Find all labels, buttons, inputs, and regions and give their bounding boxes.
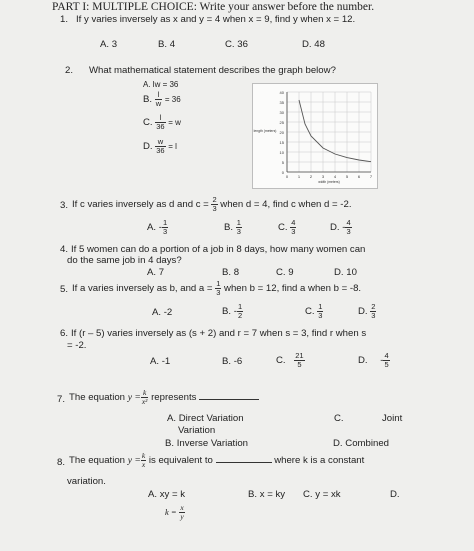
inverse-variation-graph bbox=[252, 83, 378, 189]
page-header: PART I: MULTIPLE CHOICE: Write your answer before the number. bbox=[52, 1, 375, 13]
q8-line2: variation. bbox=[67, 476, 106, 487]
q3-option-b bbox=[224, 219, 242, 236]
q8-extra-k: k = bbox=[165, 507, 177, 518]
q3-c-num: 2 bbox=[212, 195, 217, 204]
x-axis-label: width (meters) bbox=[318, 180, 340, 184]
y-tick-label: 15 bbox=[279, 140, 284, 145]
q1-option-b: B. 4 bbox=[158, 39, 176, 50]
q7-option-c-word: Joint bbox=[382, 413, 403, 424]
y-axis-label: length (meters) bbox=[253, 129, 277, 133]
q7-option-a-line2: Variation bbox=[178, 425, 216, 436]
q8-k: k bbox=[141, 451, 146, 460]
x-tick-label: 1 bbox=[297, 174, 301, 179]
q7-option-d: D. Combined bbox=[333, 438, 389, 449]
q7-k: k bbox=[141, 389, 149, 398]
q5-d-num: 2 bbox=[371, 302, 376, 311]
q2-option-d bbox=[143, 138, 177, 155]
y-tick-label: 40 bbox=[279, 90, 284, 95]
q7-text bbox=[69, 389, 259, 406]
q2-option-b bbox=[143, 91, 181, 108]
q3-c2-num: 4 bbox=[291, 218, 296, 227]
q5-d-label: D. bbox=[358, 306, 368, 318]
q1-option-c: C. 36 bbox=[225, 39, 248, 50]
q2-option-d-label: D. bbox=[143, 141, 153, 153]
q3-text-b: when d = 4, find c when d = -2. bbox=[220, 199, 352, 211]
q3-b-num: 1 bbox=[236, 218, 241, 227]
q2-number: 2. bbox=[65, 65, 74, 76]
q1-text: If y varies inversely as x and y = 4 when x = 9, find y when x = 12. bbox=[76, 14, 356, 25]
q5-c-den: 3 bbox=[318, 311, 323, 320]
q6-option-b: B. -6 bbox=[222, 356, 243, 367]
q5-a-num: 1 bbox=[216, 279, 221, 288]
q3-a-label: A. bbox=[147, 222, 157, 234]
q4-option-b: B. 8 bbox=[222, 267, 240, 278]
q5-option-d bbox=[358, 303, 376, 320]
q7-number: 7. bbox=[57, 394, 66, 405]
y-tick-label: 10 bbox=[279, 150, 284, 155]
q5-number: 5. bbox=[60, 284, 69, 295]
x-tick-label: 5 bbox=[345, 174, 349, 179]
q8-y: y = bbox=[127, 455, 141, 467]
q4-option-a: A. 7 bbox=[147, 267, 165, 278]
q3-c-den: 3 bbox=[212, 204, 217, 213]
x-tick-label: 7 bbox=[369, 174, 373, 179]
q4-option-c: C. 9 bbox=[276, 267, 294, 278]
q4-line2: do the same job in 4 days? bbox=[67, 255, 182, 266]
q5-option-c bbox=[305, 303, 323, 320]
q8-extra-den: y bbox=[180, 512, 184, 521]
q1-number: 1. bbox=[60, 14, 69, 25]
q6-option-c bbox=[276, 352, 305, 369]
x-tick-label: 3 bbox=[321, 174, 325, 179]
q3-d-label: D. bbox=[330, 222, 340, 234]
y-tick-label: 0 bbox=[281, 170, 284, 175]
q6-d-label: D. bbox=[358, 355, 368, 367]
q8-option-a: A. xy = k bbox=[148, 489, 186, 500]
q5-text bbox=[72, 280, 361, 297]
q2-b-rest: = 36 bbox=[164, 95, 181, 105]
q7-y: y = bbox=[127, 392, 141, 404]
q2-option-b-label: B. bbox=[143, 94, 153, 106]
q6-d-sign: - bbox=[380, 355, 384, 367]
q1-option-a: A. 3 bbox=[100, 39, 118, 50]
q8-option-b: B. x = ky bbox=[248, 489, 286, 500]
q3-d-num: 4 bbox=[346, 218, 351, 227]
q6-line2: = -2. bbox=[67, 340, 87, 351]
q8-answer-blank bbox=[216, 453, 272, 463]
q3-a-den: 3 bbox=[162, 227, 168, 236]
q5-c-num: 1 bbox=[318, 302, 323, 311]
q7-answer-blank bbox=[199, 390, 259, 400]
q5-text-a: If a varies inversely as b, and a = bbox=[72, 283, 213, 295]
q6-d-den: 5 bbox=[384, 360, 389, 369]
q3-text bbox=[72, 196, 352, 213]
q4-option-d: D. 10 bbox=[334, 267, 357, 278]
q3-a-sign: - bbox=[158, 222, 162, 234]
q2-option-a-expr: lw = 36 bbox=[152, 80, 179, 89]
q5-b-num: 1 bbox=[237, 302, 243, 311]
q8-text-c: where k is a constant bbox=[274, 455, 365, 467]
q2-d-num: w bbox=[155, 138, 165, 147]
q5-a-den: 3 bbox=[216, 288, 221, 297]
q2-option-c-label: C. bbox=[143, 117, 153, 129]
q2-b-num: l bbox=[155, 91, 162, 100]
q7-option-a-line1: A. Direct Variation bbox=[167, 413, 244, 424]
q6-line1: If (r – 5) varies inversely as (s + 2) and r = 7 when s = 3, find r when s bbox=[71, 328, 367, 339]
graph-svg bbox=[253, 84, 377, 188]
q8-extra-expr bbox=[165, 504, 185, 521]
q2-c-num: l bbox=[155, 114, 165, 123]
q2-option-c bbox=[143, 114, 181, 131]
q8-option-c: C. y = xk bbox=[303, 489, 341, 500]
q2-c-rest: = w bbox=[168, 118, 181, 128]
q8-option-d: D. bbox=[390, 489, 400, 500]
q2-option-a-label: A. bbox=[143, 80, 151, 89]
q8-text-a: The equation bbox=[69, 455, 126, 467]
q5-b-sign: - bbox=[233, 306, 237, 318]
q5-c-label: C. bbox=[305, 306, 315, 318]
q3-d-sign: - bbox=[342, 222, 346, 234]
q7-option-c: C. bbox=[334, 413, 344, 424]
q3-c2-den: 3 bbox=[291, 227, 296, 236]
q6-c-num: 21 bbox=[295, 351, 304, 360]
q3-b-den: 3 bbox=[236, 227, 241, 236]
q7-text-a: The equation bbox=[69, 392, 126, 404]
q2-d-rest: = l bbox=[168, 142, 177, 152]
q4-line1: If 5 women can do a portion of a job in 8 days, how many women can bbox=[71, 244, 366, 255]
q6-option-d bbox=[358, 352, 390, 369]
q6-c-den: 5 bbox=[297, 360, 302, 369]
y-tick-label: 5 bbox=[281, 160, 284, 165]
q3-option-d bbox=[330, 219, 352, 236]
q3-d-den: 3 bbox=[346, 227, 351, 236]
q2-text: What mathematical statement describes the graph below? bbox=[89, 65, 336, 76]
x-tick-label: 4 bbox=[333, 174, 337, 179]
q6-d-num: 4 bbox=[384, 351, 389, 360]
y-tick-label: 30 bbox=[279, 110, 284, 115]
y-tick-label: 35 bbox=[279, 100, 284, 105]
q7-option-b: B. Inverse Variation bbox=[165, 438, 249, 449]
q6-c-label: C. bbox=[276, 355, 286, 367]
q5-text-b: when b = 12, find a when b = -8. bbox=[224, 283, 362, 295]
q8-number: 8. bbox=[57, 457, 66, 468]
q8-extra-num: x bbox=[180, 503, 184, 512]
x-tick-label: 2 bbox=[309, 174, 313, 179]
q5-option-b bbox=[222, 303, 243, 320]
q3-a-num: 1 bbox=[162, 218, 168, 227]
q7-x2: x² bbox=[141, 397, 148, 406]
q2-option-a bbox=[143, 80, 178, 89]
q2-c-den: 36 bbox=[156, 122, 165, 131]
q6-number: 6. bbox=[60, 328, 69, 339]
q2-d-den: 36 bbox=[156, 146, 165, 155]
q8-text-b: is equivalent to bbox=[148, 455, 213, 467]
q3-c-label: C. bbox=[278, 222, 288, 234]
q2-b-den: w bbox=[155, 99, 162, 108]
q7-text-b: represents bbox=[151, 392, 197, 404]
q3-option-c bbox=[278, 219, 296, 236]
q6-option-a: A. -1 bbox=[150, 356, 171, 367]
q8-text bbox=[69, 452, 364, 469]
q3-text-a: If c varies inversely as d and c = bbox=[72, 199, 209, 211]
q3-option-a bbox=[147, 219, 168, 236]
q4-number: 4. bbox=[60, 244, 69, 255]
q5-b-den: 2 bbox=[237, 311, 243, 320]
y-tick-label: 25 bbox=[279, 120, 284, 125]
y-tick-label: 20 bbox=[279, 130, 284, 135]
q5-d-den: 3 bbox=[371, 311, 376, 320]
x-tick-label: 6 bbox=[357, 174, 361, 179]
q3-b-label: B. bbox=[224, 222, 234, 234]
q3-number: 3. bbox=[60, 200, 69, 211]
q1-option-d: D. 48 bbox=[302, 39, 325, 50]
q5-b-label: B. bbox=[222, 306, 232, 318]
q5-option-a: A. -2 bbox=[152, 307, 173, 318]
x-tick-label: 0 bbox=[285, 174, 289, 179]
q8-x: x bbox=[141, 460, 146, 469]
